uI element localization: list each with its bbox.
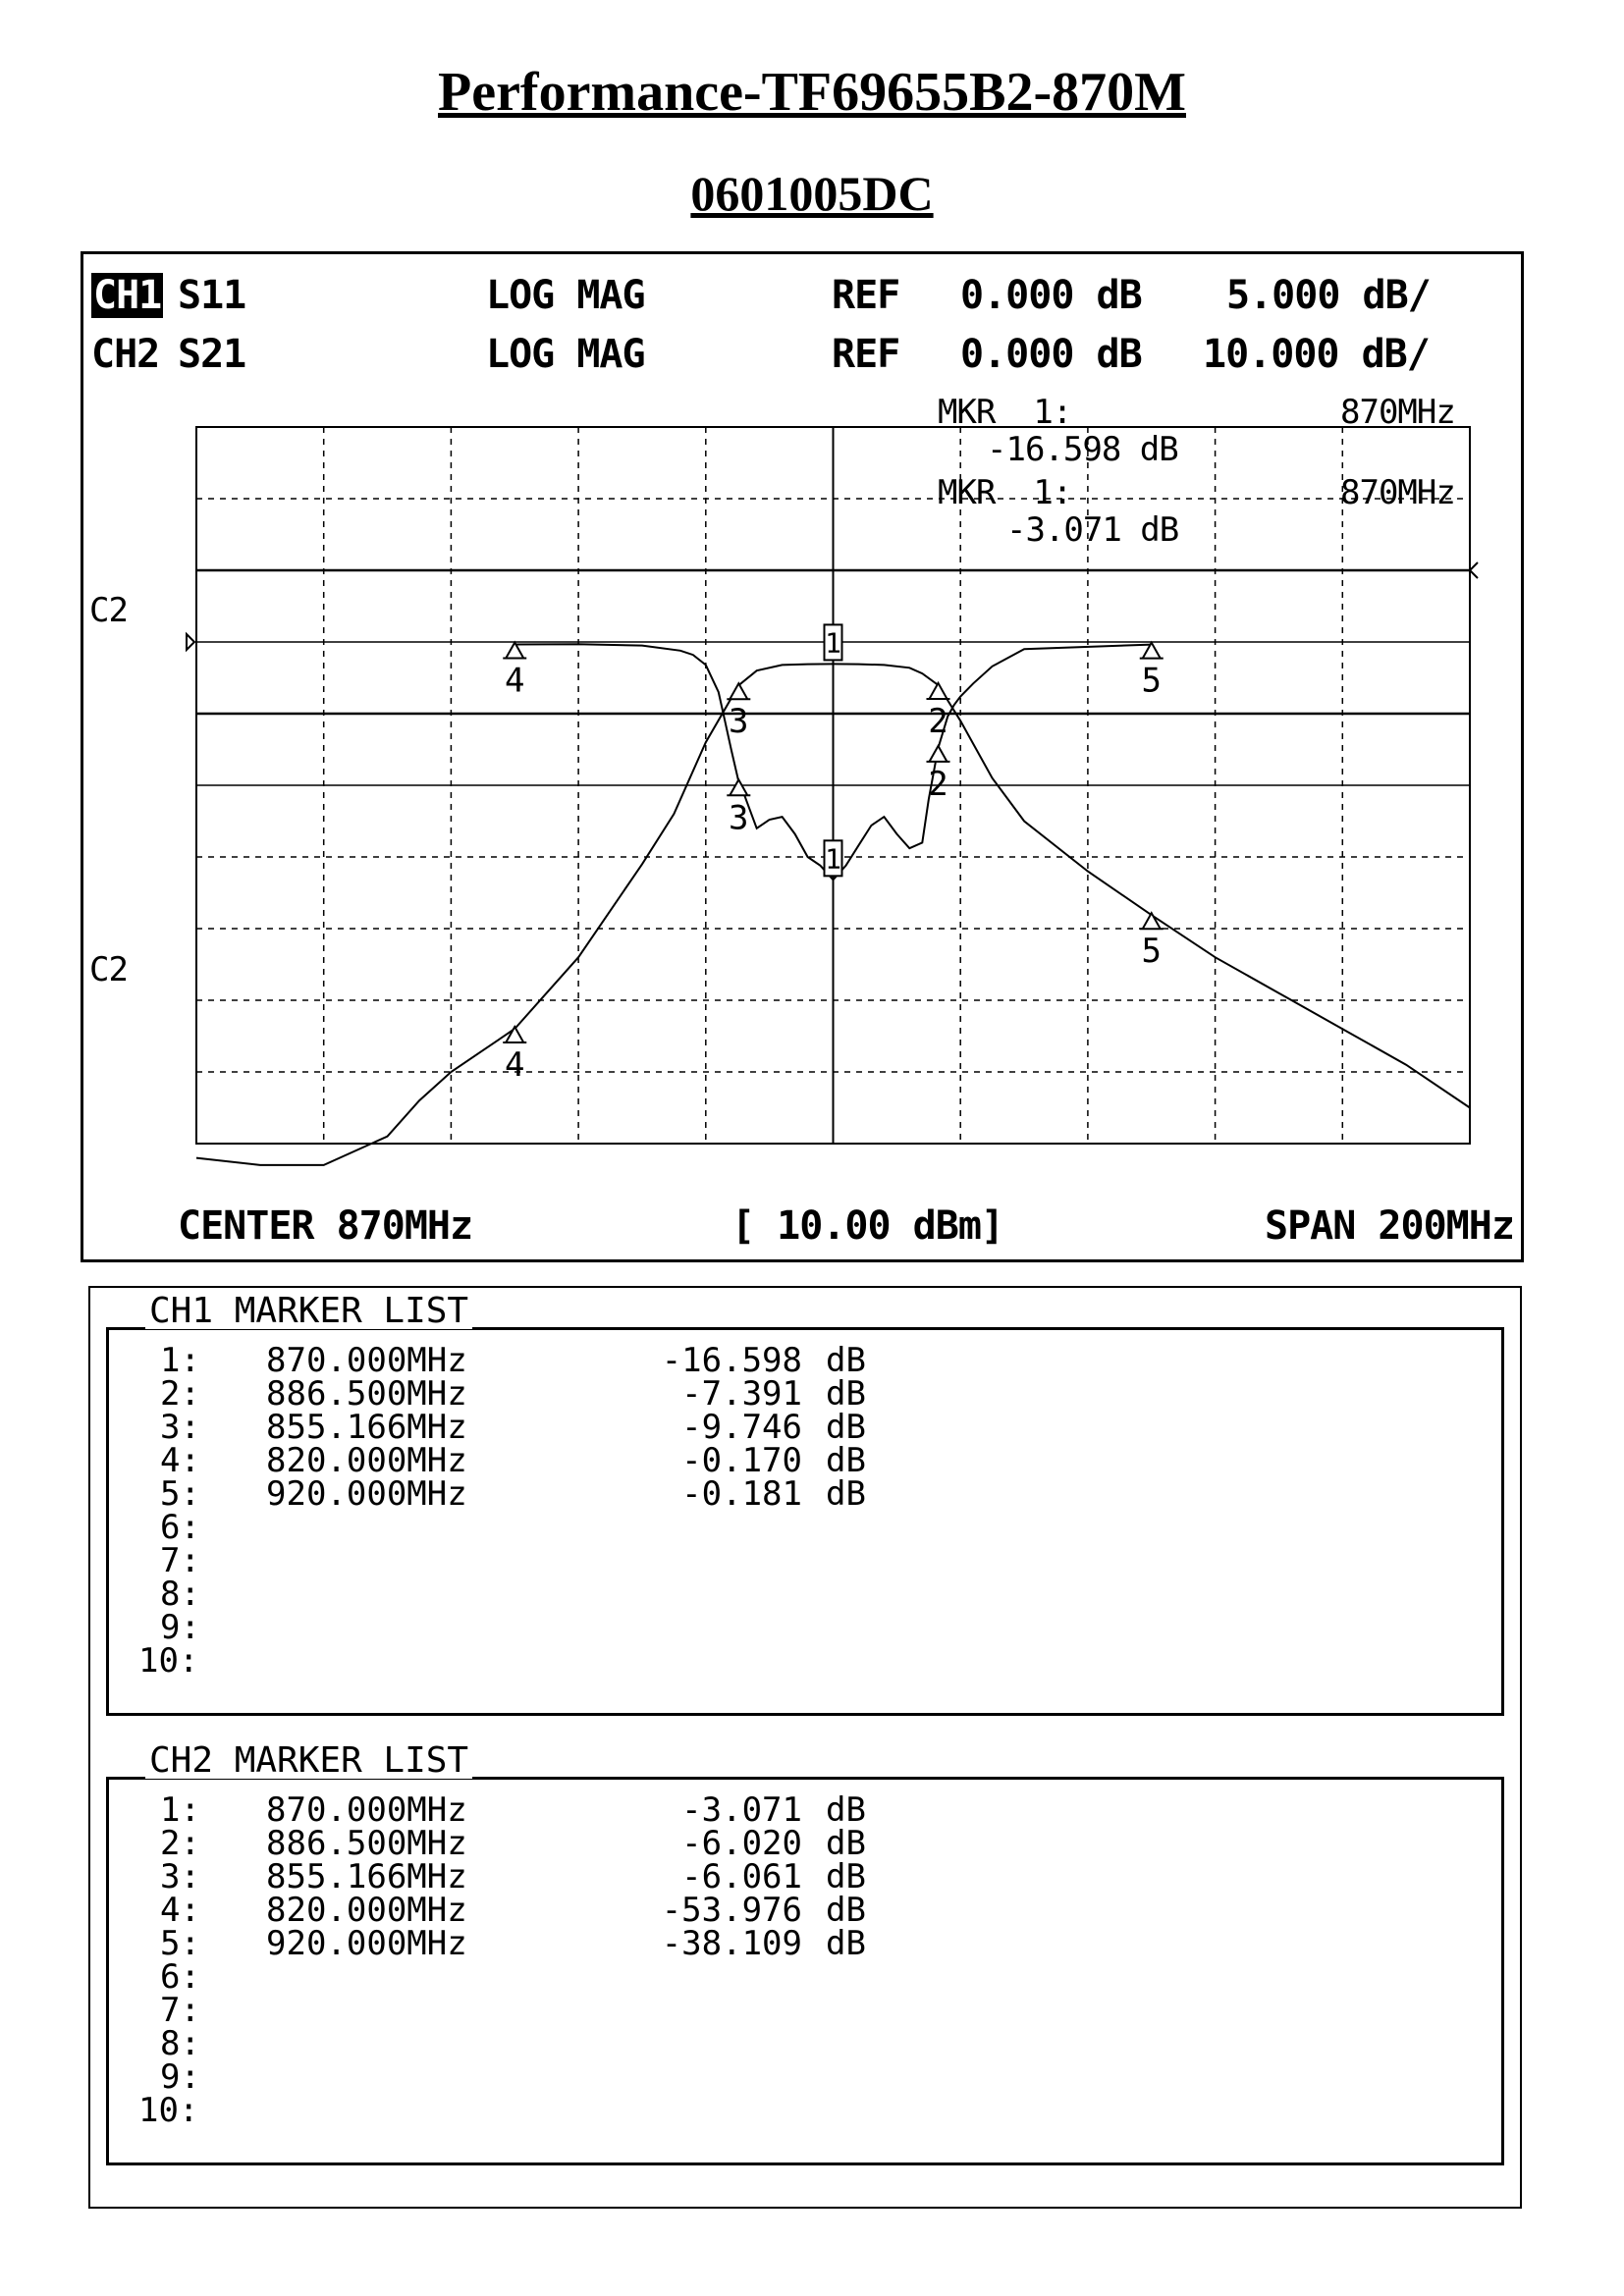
marker-row-unit: dB <box>826 1824 866 1863</box>
marker-row-unit: dB <box>826 1857 866 1896</box>
page-subtitle: 0601005DC <box>690 166 934 221</box>
marker-row-index: 1: <box>160 1790 200 1830</box>
ch2-marker-1-label: 1 <box>825 626 841 660</box>
ch1-marker-3-triangle <box>727 779 750 795</box>
ch1-ref-label: REF <box>832 273 900 318</box>
ch1-marker-4-label: 4 <box>505 661 525 701</box>
ch1-ref-value: 0.000 dB <box>960 273 1142 318</box>
marker-row-freq: 855.166MHz <box>266 1857 467 1896</box>
source-power: [ 10.00 dBm] <box>731 1203 1003 1249</box>
marker-row-index: 9: <box>160 2057 200 2097</box>
ch1-marker-3-label: 3 <box>729 798 749 838</box>
marker-row-unit: dB <box>826 1374 866 1414</box>
c2-label-lower: C2 <box>89 950 128 989</box>
marker-row-index: 10: <box>138 2091 199 2130</box>
marker-row-index: 9: <box>160 1608 200 1647</box>
marker-row-value: -0.170 <box>681 1441 802 1480</box>
ch1-marker-label: MKR 1: <box>938 393 1072 432</box>
marker-row-index: 6: <box>160 1957 200 1997</box>
marker-row-index: 5: <box>160 1924 200 1963</box>
marker-row-unit: dB <box>826 1474 866 1514</box>
marker-row-value: -53.976 <box>661 1891 802 1930</box>
marker-row-value: -9.746 <box>681 1408 802 1447</box>
center-frequency: CENTER 870MHz <box>178 1203 473 1249</box>
marker-row-value: -16.598 <box>661 1341 802 1380</box>
ch1-marker-value: -16.598 dB <box>987 430 1178 469</box>
marker-row-index: 6: <box>160 1508 200 1547</box>
chart-plot <box>83 254 1521 1259</box>
marker-row-value: -7.391 <box>681 1374 802 1414</box>
marker-row-freq: 870.000MHz <box>266 1341 467 1380</box>
ch2-marker-4-label: 4 <box>505 1045 525 1086</box>
marker-row-unit: dB <box>826 1790 866 1830</box>
ch1-marker-1-label: 1 <box>825 842 841 876</box>
ch2-ref-arrow <box>1470 562 1478 578</box>
marker-row-value: -3.071 <box>681 1790 802 1830</box>
marker-row-index: 10: <box>138 1641 199 1681</box>
marker-row-index: 3: <box>160 1857 200 1896</box>
ch2-marker-5-label: 5 <box>1141 932 1162 972</box>
ch2-marker-2-label: 2 <box>928 701 948 741</box>
marker-row-index: 7: <box>160 1541 200 1580</box>
ch2-format: LOG MAG <box>486 332 645 377</box>
marker-row-freq: 886.500MHz <box>266 1374 467 1414</box>
marker-row-value: -38.109 <box>661 1924 802 1963</box>
marker-row-index: 4: <box>160 1891 200 1930</box>
ch1-marker-list <box>106 1327 1504 1716</box>
marker-row-unit: dB <box>826 1924 866 1963</box>
ch1-marker-2-triangle <box>927 746 950 762</box>
marker-row-freq: 820.000MHz <box>266 1441 467 1480</box>
c2-label-upper: C2 <box>89 591 128 630</box>
marker-row-index: 3: <box>160 1408 200 1447</box>
ch2-marker-list <box>106 1777 1504 2165</box>
marker-row-value: -6.020 <box>681 1824 802 1863</box>
marker-row-freq: 920.000MHz <box>266 1924 467 1963</box>
marker-row-index: 1: <box>160 1341 200 1380</box>
ch1-format: LOG MAG <box>486 273 645 318</box>
ch2-scale: 10.000 dB/ <box>1203 332 1430 377</box>
marker-row-unit: dB <box>826 1341 866 1380</box>
ch2-ref-value: 0.000 dB <box>960 332 1142 377</box>
marker-row-value: -0.181 <box>681 1474 802 1514</box>
marker-row-index: 2: <box>160 1824 200 1863</box>
ch2-marker-freq: 870MHz <box>1340 473 1455 512</box>
marker-row-unit: dB <box>826 1891 866 1930</box>
marker-row-freq: 886.500MHz <box>266 1824 467 1863</box>
ch2-marker-list-title: CH2 MARKER LIST <box>145 1743 472 1779</box>
ch1-marker-list-title: CH1 MARKER LIST <box>145 1294 472 1329</box>
marker-row-freq: 855.166MHz <box>266 1408 467 1447</box>
ch1-ref-arrow <box>187 634 194 650</box>
ch1-channel-label: CH1 <box>93 273 162 318</box>
ch1-marker-freq: 870MHz <box>1340 393 1455 432</box>
span-frequency: SPAN 200MHz <box>1265 1203 1514 1249</box>
ch1-param: S11 <box>178 273 246 318</box>
ch2-marker-label: MKR 1: <box>938 473 1072 512</box>
marker-row-unit: dB <box>826 1441 866 1480</box>
marker-row-freq: 870.000MHz <box>266 1790 467 1830</box>
analyzer-screen <box>81 251 1524 1262</box>
marker-row-freq: 820.000MHz <box>266 1891 467 1930</box>
marker-row-index: 8: <box>160 2024 200 2063</box>
ch2-param: S21 <box>178 332 246 377</box>
ch2-marker-3-label: 3 <box>729 702 749 742</box>
ch2-marker-value: -3.071 dB <box>1006 510 1179 550</box>
ch2-marker-3-triangle <box>727 683 750 699</box>
marker-row-unit: dB <box>826 1408 866 1447</box>
marker-row-index: 4: <box>160 1441 200 1480</box>
marker-row-index: 2: <box>160 1374 200 1414</box>
ch2-channel-label: CH2 <box>91 332 160 377</box>
marker-row-index: 8: <box>160 1575 200 1614</box>
ch1-marker-5-label: 5 <box>1141 661 1162 701</box>
ch1-marker-2-label: 2 <box>928 764 948 804</box>
page-title: Performance-TF69655B2-870M <box>438 62 1186 123</box>
marker-row-index: 5: <box>160 1474 200 1514</box>
marker-row-freq: 920.000MHz <box>266 1474 467 1514</box>
ch1-scale: 5.000 dB/ <box>1226 273 1431 318</box>
marker-row-value: -6.061 <box>681 1857 802 1896</box>
ch2-marker-2-triangle <box>927 683 950 699</box>
ch2-ref-label: REF <box>832 332 900 377</box>
marker-row-index: 7: <box>160 1991 200 2030</box>
